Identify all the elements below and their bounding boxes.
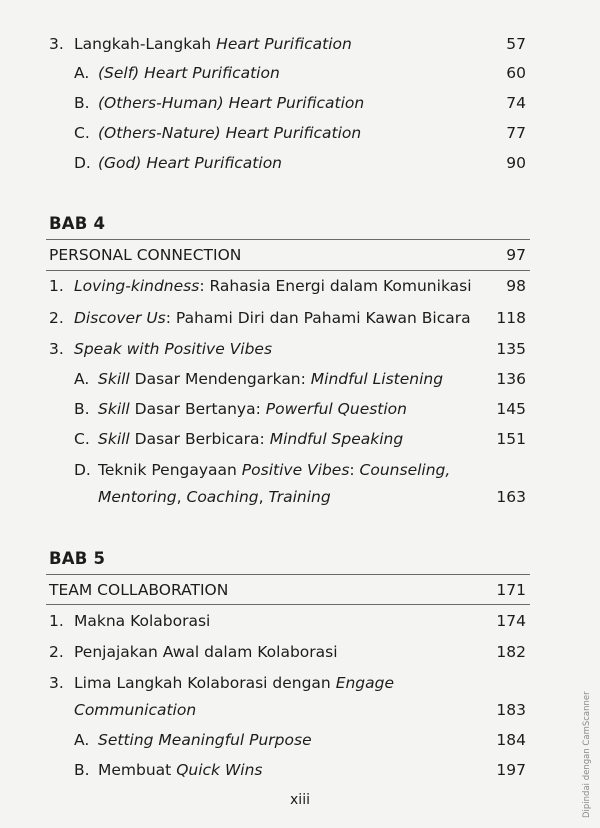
chapter-rule	[46, 604, 530, 605]
page-number: xiii	[290, 792, 310, 808]
entry-label	[98, 123, 361, 143]
label-segment: : Rahasia Energi dalam Komunikasi	[199, 277, 472, 295]
entry-number: 3.	[49, 340, 64, 358]
entry-page: 182	[496, 643, 526, 661]
label-italic-segment: Engage	[335, 674, 395, 692]
entry-label	[98, 429, 403, 449]
label-italic-segment: Speak with Positive Vibes	[74, 340, 273, 358]
entry-label	[74, 673, 394, 693]
entry-number: A.	[74, 370, 90, 388]
entry-label	[98, 369, 443, 389]
label-italic-segment: Skill	[98, 430, 130, 448]
label-segment: Dasar Mendengarkan:	[129, 370, 311, 388]
label-italic-segment: Skill	[98, 400, 130, 418]
label-italic-segment: Counseling,	[359, 461, 451, 479]
label-italic-segment: Communication	[74, 701, 197, 719]
entry-page: 118	[496, 309, 526, 327]
entry-number: C.	[74, 430, 90, 448]
chapter-rule	[46, 270, 530, 271]
label-segment: : Pahami Diri dan Pahami Kawan Bicara	[165, 309, 471, 327]
label-segment: ,	[258, 488, 269, 506]
entry-number: 1.	[49, 612, 64, 630]
label-segment: :	[349, 461, 360, 479]
label-italic-segment: Discover Us	[74, 309, 166, 327]
chapter-title: PERSONAL CONNECTION	[49, 246, 242, 264]
entry-label	[98, 730, 312, 750]
entry-label	[98, 63, 280, 83]
entry-page: 98	[506, 277, 526, 295]
entry-number: 1.	[49, 277, 64, 295]
chapter-heading: BAB 4	[49, 214, 106, 233]
entry-number: A.	[74, 64, 90, 82]
label-italic-segment: Skill	[98, 370, 130, 388]
label-italic-segment: Positive Vibes	[241, 461, 350, 479]
entry-page: 57	[506, 35, 526, 53]
label-italic-segment: Loving-kindness	[74, 277, 200, 295]
entry-label	[74, 339, 272, 359]
label-segment: ,	[176, 488, 187, 506]
label-segment: Penjajakan Awal dalam Kolaborasi	[74, 643, 338, 661]
entry-label	[74, 276, 472, 296]
label-italic-segment: Powerful Question	[265, 400, 407, 418]
entry-number: B.	[74, 761, 90, 779]
entry-number: A.	[74, 731, 90, 749]
entry-number: B.	[74, 94, 90, 112]
label-italic-segment: Heart Purification	[216, 35, 352, 53]
entry-label	[74, 308, 471, 328]
entry-number: 2.	[49, 643, 64, 661]
label-segment: Dasar Berbicara:	[129, 430, 270, 448]
label-segment: Dasar Bertanya:	[129, 400, 266, 418]
entry-page: 184	[496, 731, 526, 749]
entry-page: 163	[496, 488, 526, 506]
label-italic-segment: (Self) Heart Purification	[98, 64, 280, 82]
entry-page: 171	[496, 581, 526, 599]
label-italic-segment: Mindful Speaking	[269, 430, 404, 448]
entry-label	[98, 399, 407, 419]
entry-page: 197	[496, 761, 526, 779]
entry-page: 145	[496, 400, 526, 418]
entry-page: 136	[496, 370, 526, 388]
entry-label	[74, 34, 352, 54]
label-segment: Membuat	[98, 761, 177, 779]
entry-number: D.	[74, 461, 91, 479]
label-italic-segment: Coaching	[186, 488, 259, 506]
entry-page: 77	[506, 124, 526, 142]
entry-label	[74, 611, 210, 631]
entry-page: 60	[506, 64, 526, 82]
label-italic-segment: Training	[268, 488, 331, 506]
entry-number: D.	[74, 154, 91, 172]
chapter-rule	[46, 574, 530, 575]
label-italic-segment: Setting Meaningful Purpose	[98, 731, 312, 749]
entry-label	[98, 153, 282, 173]
label-segment: Teknik Pengayaan	[98, 461, 242, 479]
entry-page: 151	[496, 430, 526, 448]
entry-page: 74	[506, 94, 526, 112]
entry-label	[74, 642, 338, 662]
label-italic-segment: (Others-Nature) Heart Purification	[98, 124, 362, 142]
label-italic-segment: Mindful Listening	[310, 370, 444, 388]
label-segment: Lima Langkah Kolaborasi dengan	[74, 674, 336, 692]
entry-label	[98, 760, 262, 780]
label-italic-segment: Quick Wins	[176, 761, 263, 779]
entry-number: B.	[74, 400, 90, 418]
entry-number: 3.	[49, 35, 64, 53]
label-segment: Langkah-Langkah	[74, 35, 217, 53]
label-segment: Makna Kolaborasi	[74, 612, 211, 630]
chapter-heading: BAB 5	[49, 549, 106, 568]
entry-page: 90	[506, 154, 526, 172]
label-italic-segment: Mentoring	[98, 488, 177, 506]
entry-label-continued	[98, 487, 331, 507]
entry-page: 174	[496, 612, 526, 630]
label-italic-segment: (Others-Human) Heart Purification	[98, 94, 365, 112]
entry-number: 3.	[49, 674, 64, 692]
entry-label	[98, 460, 450, 480]
scanner-watermark: Dipindai dengan CamScanner	[582, 691, 592, 818]
entry-label	[98, 93, 364, 113]
entry-page: 183	[496, 701, 526, 719]
entry-page: 97	[506, 246, 526, 264]
entry-label-continued	[74, 700, 196, 720]
entry-page: 135	[496, 340, 526, 358]
entry-number: C.	[74, 124, 90, 142]
entry-number: 2.	[49, 309, 64, 327]
chapter-rule	[46, 239, 530, 240]
chapter-title: TEAM COLLABORATION	[49, 581, 229, 599]
label-italic-segment: (God) Heart Purification	[98, 154, 282, 172]
